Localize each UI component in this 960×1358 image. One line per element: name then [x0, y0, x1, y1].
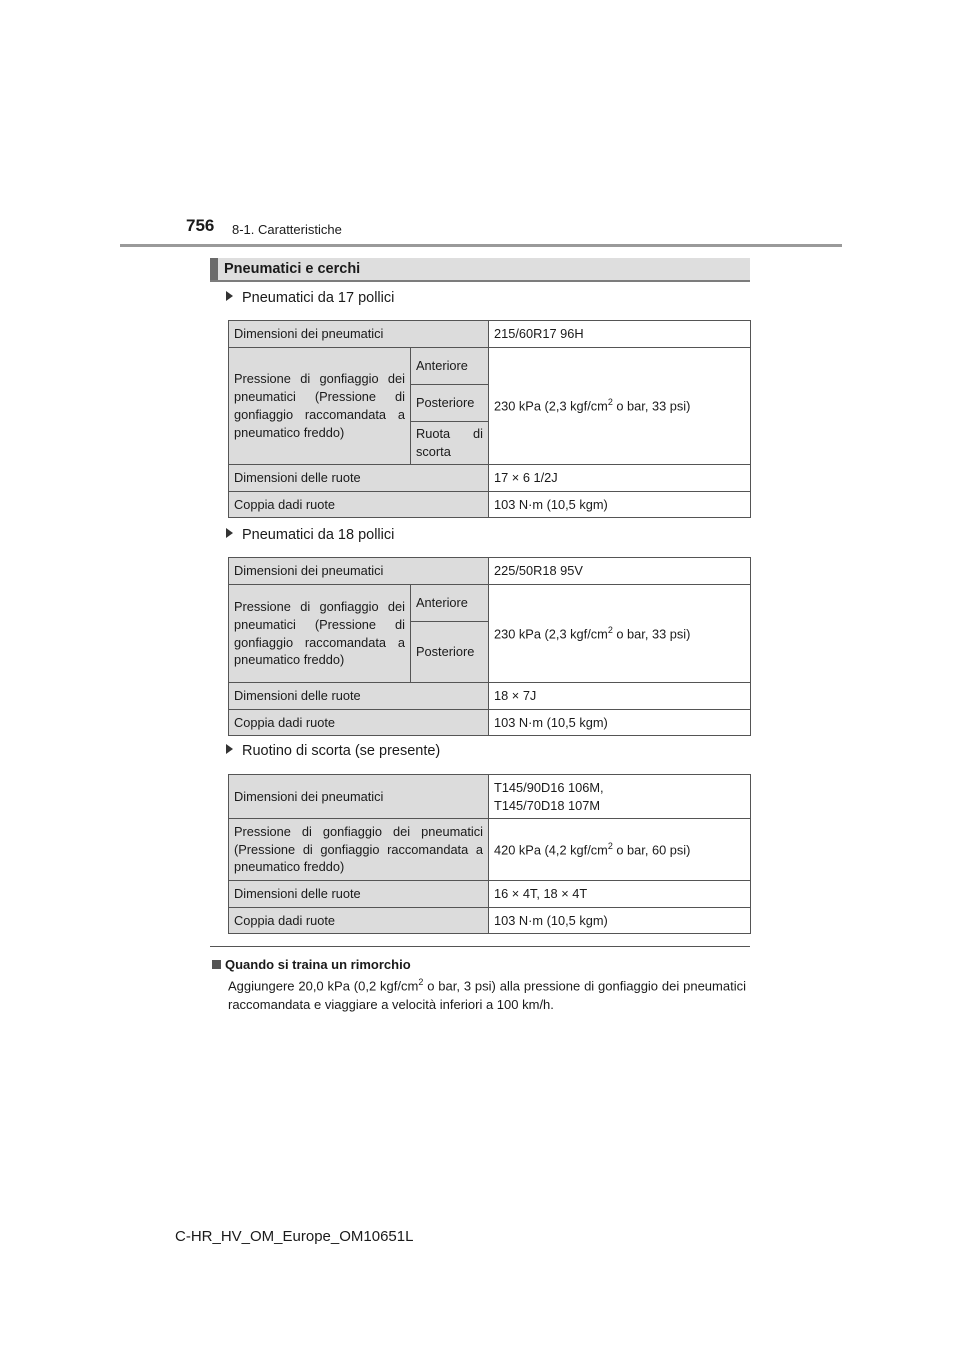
- torque-value: 103 N·m (10,5 kgm): [489, 492, 751, 518]
- pressure-value: 230 kPa (2,3 kgf/$cm^2$ o bar, 33 psi): [489, 348, 751, 465]
- square-bullet-icon: [212, 960, 221, 969]
- tire-size-value: 215/60R17 96H: [489, 321, 751, 348]
- wheel-size-label: Dimensioni delle ruote: [229, 881, 489, 908]
- torque-label: Coppia dadi ruote: [229, 908, 489, 934]
- subtitle-18-text: Pneumatici da 18 pollici: [242, 527, 395, 543]
- table-row: [229, 881, 751, 908]
- subtitle-17: [226, 290, 394, 306]
- pressure-value: 420 kPa (4,2 kgf/$cm^2$ o bar, 60 psi): [489, 819, 751, 881]
- header-rule: [120, 244, 842, 247]
- note-heading: [212, 957, 411, 972]
- wheel-size-value: 17 × 6 1/2J: [489, 465, 751, 492]
- table-row: [229, 585, 751, 622]
- position-front: Anteriore: [411, 348, 489, 385]
- subtitle-18: [226, 527, 394, 543]
- triangle-bullet-icon: [226, 528, 233, 538]
- section-heading: [210, 258, 750, 282]
- table-row: [229, 348, 751, 385]
- torque-label: Coppia dadi ruote: [229, 710, 489, 736]
- pressure-value: 230 kPa (2,3 kgf/$cm^2$ o bar, 33 psi): [489, 585, 751, 683]
- tire-size-label: Dimensioni dei pneumatici: [229, 775, 489, 819]
- table-row: [229, 710, 751, 736]
- subtitle-spare: [226, 743, 440, 759]
- tire-size-label: Dimensioni dei pneumatici: [229, 558, 489, 585]
- pressure-label: Pressione di gonfiaggio dei pneumatici (Pressione di gonfiaggio raccomandata a pneumatico freddo): [229, 819, 489, 881]
- subtitle-spare-text: Ruotino di scorta (se presente): [242, 743, 441, 759]
- table-row: [229, 775, 751, 819]
- pressure-label: Pressione di gonfiaggio dei pneumatici (Pressione di gonfiaggio raccomandata a pneumatico freddo): [229, 348, 411, 465]
- table-row: [229, 908, 751, 934]
- heading-text: Pneumatici e cerchi: [224, 261, 361, 277]
- wheel-size-label: Dimensioni delle ruote: [229, 683, 489, 710]
- note-body: Aggiungere 20,0 kPa (0,2 kgf/$cm^2$ o bar, 3 psi) alla pressione di gonfiaggio dei pneumatici raccomandata e viaggiare a velocità inferiori a 100 km/h.: [228, 977, 746, 1013]
- position-front: Anteriore: [411, 585, 489, 622]
- torque-value: 103 N·m (10,5 kgm): [489, 710, 751, 736]
- position-rear: Posteriore: [411, 385, 489, 422]
- tire-size-label: Dimensioni dei pneumatici: [229, 321, 489, 348]
- footer-doc-code: C-HR_HV_OM_Europe_OM10651L: [175, 1228, 414, 1245]
- wheel-size-label: Dimensioni delle ruote: [229, 465, 489, 492]
- position-spare: Ruota di scorta: [411, 422, 489, 465]
- wheel-size-value: 16 × 4T, 18 × 4T: [489, 881, 751, 908]
- table-row: [229, 819, 751, 881]
- position-rear: Posteriore: [411, 622, 489, 683]
- tire-size-value: T145/90D16 106M, T145/70D18 107M: [489, 775, 751, 819]
- section-title: 8-1. Caratteristiche: [232, 222, 342, 237]
- tire-size-value: 225/50R18 95V: [489, 558, 751, 585]
- pressure-label: Pressione di gonfiaggio dei pneumatici (Pressione di gonfiaggio raccomandata a pneumatico freddo): [229, 585, 411, 683]
- torque-label: Coppia dadi ruote: [229, 492, 489, 518]
- table-row: [229, 558, 751, 585]
- spec-table-spare: [228, 774, 751, 934]
- table-row: [229, 321, 751, 348]
- page-number: 756: [186, 216, 215, 235]
- spec-table-17: [228, 320, 751, 518]
- spec-table-18: [228, 557, 751, 736]
- table-row: [229, 492, 751, 518]
- table-row: [229, 683, 751, 710]
- triangle-bullet-icon: [226, 291, 233, 301]
- note-rule: [210, 946, 750, 947]
- heading-marker: [210, 258, 218, 280]
- wheel-size-value: 18 × 7J: [489, 683, 751, 710]
- table-row: [229, 465, 751, 492]
- torque-value: 103 N·m (10,5 kgm): [489, 908, 751, 934]
- subtitle-17-text: Pneumatici da 17 pollici: [242, 290, 395, 306]
- note-title: Quando si traina un rimorchio: [225, 957, 411, 972]
- triangle-bullet-icon: [226, 744, 233, 754]
